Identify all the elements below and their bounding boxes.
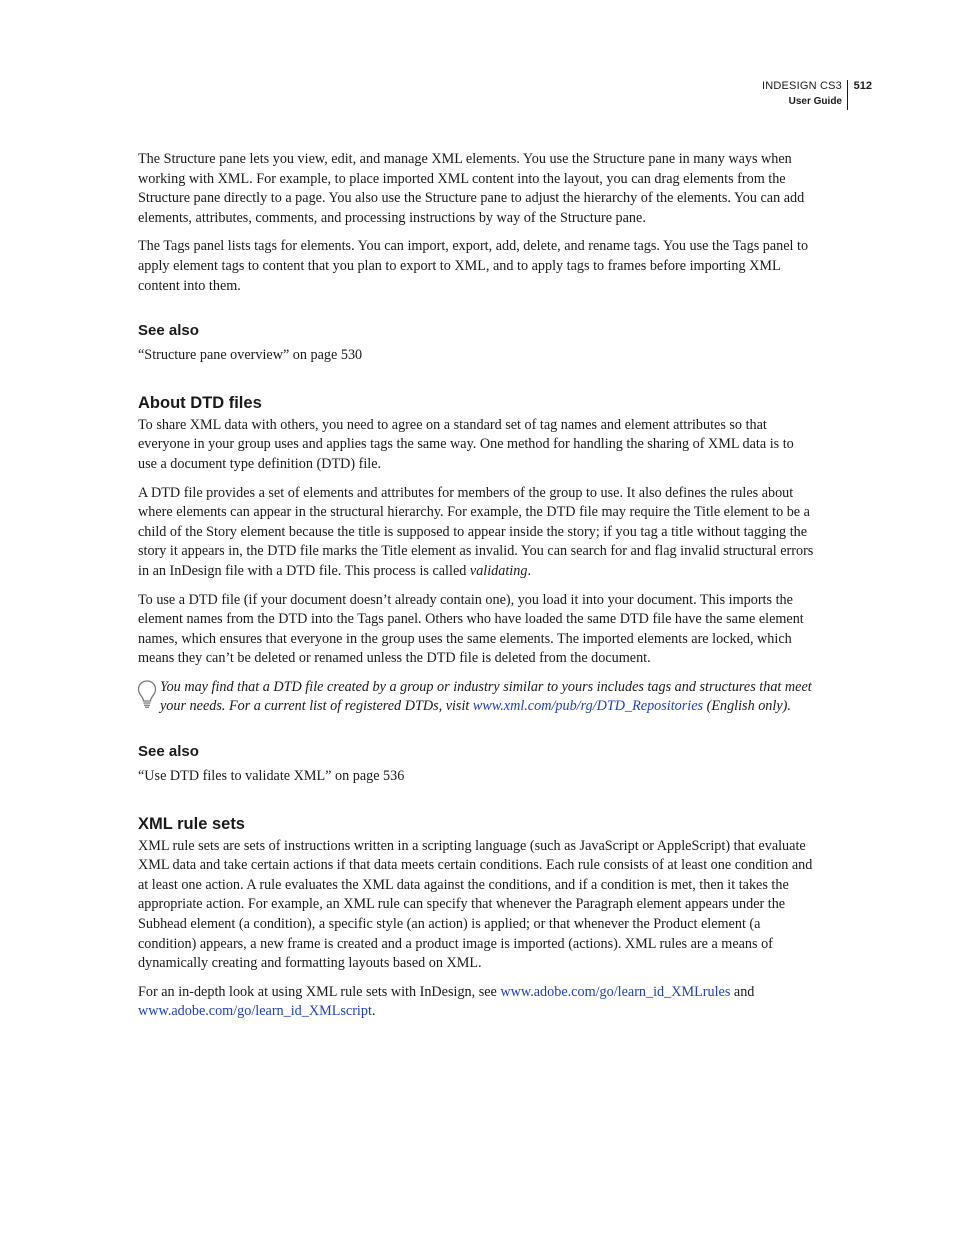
dtd-paragraph-1: To share XML data with others, you need to agree on a standard set of tag names and element attributes so that everyone in your group uses and applies tags the same way. One method for handling the sharing of XML data is to use a document type definition (DTD) file. <box>138 416 794 472</box>
see-also-heading-2: See also <box>138 743 199 761</box>
lightbulb-icon <box>136 679 158 709</box>
dtd-paragraph-3: To use a DTD file (if your document doesn’t already contain one), you load it into your document. This imports the element names from the DTD into the Tags panel. Others who have loaded the same DTD file have the same element names, which ensures that everyone in the group uses the same elements. The imported elements are locked, which means they can’t be deleted or renamed unless the DTD file is deleted from the document. <box>138 591 804 667</box>
header-guide: User Guide <box>788 96 842 107</box>
dtd-p2-end: . <box>527 562 531 579</box>
see-also-ref-2[interactable] <box>138 767 814 787</box>
page-number: 512 <box>853 80 872 92</box>
rules-p2-end: . <box>371 1003 376 1020</box>
intro-paragraph-1: The Structure pane lets you view, edit, and manage XML elements. You use the Structure pane in many ways when working with XML. For example, to place imported XML content into the layout, you can drag elements from the Structure pane directly to a page. You also use the Structure pane to adjust the hierarchy of the elements. You can add elements, attributes, comments, and processing instructions by way of the Structure pane. <box>138 151 805 226</box>
rules-paragraph-1: XML rule sets are sets of instructions written in a scripting language (such as JavaScript or AppleScript) that evaluate XML data and take certain actions if that data meets certain conditions. Each rule consists of at least one condition and at least one action. A rule evaluates the XML data against the conditions, and if a condition is met, then it takes the appropriate action. For example, an XML rule can specify that whenever the Paragraph element appears under the Subhead element (a condition), a specific style (an action) is applied; or that whenever the Product element (a condition) appears, a new frame is created and a product image is imported (actions). XML rules are a means of dynamically creating and formatting layouts based on XML. <box>138 837 813 972</box>
dtd-p2-italic: validating <box>469 562 528 579</box>
header-divider <box>847 80 848 110</box>
see-also-ref-1-text[interactable]: “Structure pane overview” on page 530 <box>138 347 363 364</box>
see-also-heading-1: See also <box>138 322 199 340</box>
header-product: INDESIGN CS3 <box>761 80 842 92</box>
dtd-p2-text: A DTD file provides a set of elements and attributes for members of the group to use. It also defines the rules about where elements can appear in the structural hierarchy. For example, the DTD file may require the Title element to be a child of the Story element because the title is supposed to appear inside the story; if you tag a title without tagging the story it appears in, the DTD file marks the Title element as invalid. You can search for and flag invalid structural errors in an InDesign file with a DTD file. This process is called <box>138 484 814 579</box>
rules-p2-and: and <box>730 983 755 1000</box>
see-also-ref-2-text[interactable]: “Use DTD files to validate XML” on page 536 <box>138 768 405 785</box>
page-content <box>138 150 814 1022</box>
rules-paragraph-2 <box>138 983 814 1022</box>
rules-p2-text: For an in-depth look at using XML rule sets with InDesign, see <box>138 983 501 1000</box>
tip-text-end: (English only). <box>703 698 791 715</box>
see-also-ref-1[interactable] <box>138 346 814 366</box>
dtd-paragraph-2 <box>138 484 814 582</box>
xmlrules-link[interactable]: www.adobe.com/go/learn_id_XMLrules <box>500 983 731 1000</box>
tip-paragraph <box>138 678 814 717</box>
xmlscript-link[interactable]: www.adobe.com/go/learn_id_XMLscript <box>138 1003 372 1020</box>
intro-paragraph-2: The Tags panel lists tags for elements. You can import, export, add, delete, and rename tags. You use the Tags panel to apply element tags to content that you plan to export to XML, and to apply tags to frames before importing XML content into them. <box>138 238 809 294</box>
tip-text: You may find that a DTD file created by a group or industry similar to yours includes tags and structures that meet your needs. For a current list of registered DTDs, visit <box>160 678 812 715</box>
dtd-repositories-link[interactable]: www.xml.com/pub/rg/DTD_Repositories <box>472 698 704 715</box>
section-heading-xml-rules: XML rule sets <box>138 814 245 833</box>
section-heading-dtd: About DTD files <box>138 393 262 412</box>
